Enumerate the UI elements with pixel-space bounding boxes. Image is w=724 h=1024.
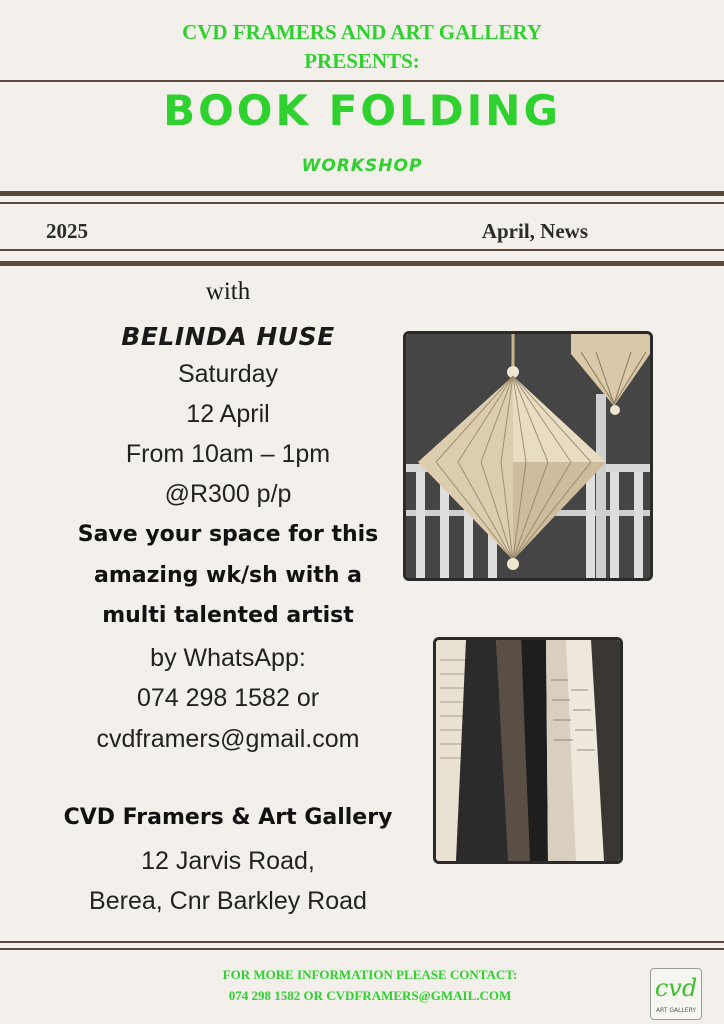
contact-email: cvdframers@gmail.com	[96, 725, 360, 753]
divider	[0, 261, 724, 266]
logo-monogram: cvd	[654, 974, 698, 1002]
footer-contact	[0, 964, 724, 1006]
booking-label: by WhatsApp:	[150, 644, 306, 672]
host-name: BELINDA HUSE	[121, 322, 335, 351]
divider	[0, 948, 724, 950]
ornament-photo	[403, 331, 653, 581]
promo-line-1: Save your space for this	[77, 522, 379, 547]
divider	[0, 202, 724, 204]
presenter-line-1: CVD FRAMERS AND ART GALLERY	[182, 20, 542, 44]
promo-line-3: multi talented artist	[102, 603, 354, 628]
event-price: @R300 p/p	[164, 480, 292, 508]
venue-address-line-1: 12 Jarvis Road,	[141, 847, 315, 875]
event-title: BOOK FOLDING	[163, 86, 561, 135]
venue-address-line-2: Berea, Cnr Barkley Road	[89, 887, 367, 915]
issue-label: April, News	[481, 219, 588, 243]
divider	[0, 941, 724, 943]
event-day: Saturday	[177, 360, 279, 388]
venue-name: CVD Framers & Art Gallery	[63, 805, 393, 830]
divider	[0, 191, 724, 196]
footer-line-1: FOR MORE INFORMATION PLEASE CONTACT:	[222, 967, 518, 982]
contact-phone: 074 298 1582 or	[136, 684, 320, 712]
divider	[0, 80, 724, 82]
issue-year: 2025	[46, 219, 88, 243]
presenter-line-2: PRESENTS:	[304, 49, 420, 73]
event-subtitle: WORKSHOP	[301, 156, 423, 176]
folded-pages-photo	[433, 637, 623, 864]
event-time: From 10am – 1pm	[125, 440, 331, 468]
promo-line-2: amazing wk/sh with a	[94, 563, 362, 588]
with-label: with	[205, 278, 251, 305]
gallery-logo	[650, 968, 702, 1020]
divider	[0, 249, 724, 251]
event-date: 12 April	[186, 400, 270, 428]
logo-caption: ART GALLERY	[655, 1007, 697, 1014]
footer-line-2: 074 298 1582 OR CVDFRAMERS@GMAIL.COM	[228, 988, 512, 1003]
presenter-heading	[0, 18, 724, 76]
